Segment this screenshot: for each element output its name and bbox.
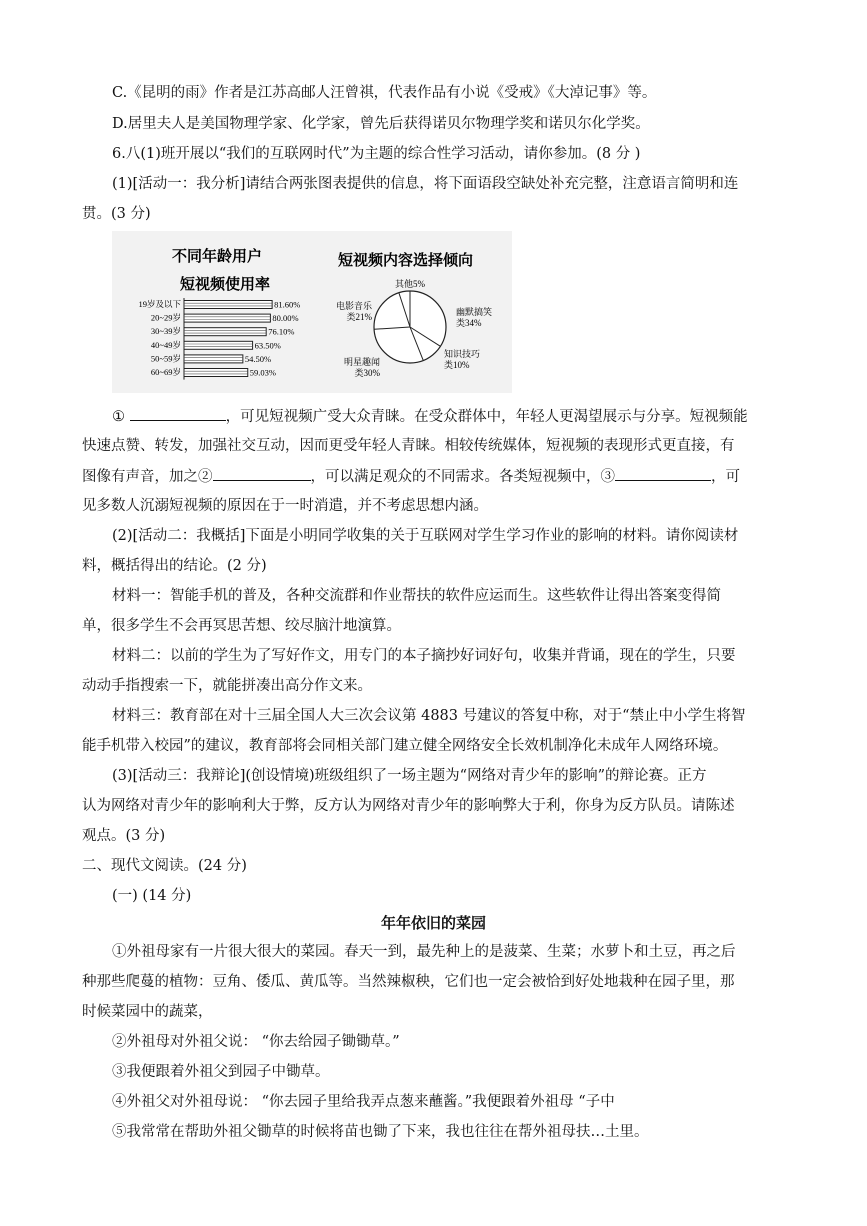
- para-1-end: ，可: [711, 469, 740, 485]
- bar: [184, 328, 266, 336]
- bar-value-label: 59.03%: [249, 367, 276, 378]
- essay-para-3: ③我便跟着外祖父到园子中锄草。: [112, 1064, 330, 1080]
- pie-slice-label: 知识技巧类10%: [444, 349, 481, 370]
- activity-3-line1: (3)[活动三：我辩论](创设情境)班级组织了一场主题为“网络对青少年的影响”的辩论赛。正方: [112, 768, 707, 784]
- blank-2-marker: 图像有声音，加之②: [82, 469, 213, 485]
- bar: [184, 355, 243, 363]
- para-1-mid: ，可以满足观众的不同需求。各类短视频中，③: [310, 469, 615, 485]
- material-3-line2: 能手机带入校园”的建议，教育部将会同相关部门建立健全网络安全长效机制净化未成年人网络环境。: [82, 738, 728, 754]
- para-1-line3: [82, 466, 807, 487]
- question-6: 6.八(1)班开展以“我们的互联网时代”为主题的综合性学习活动，请你参加。(8 分 ): [112, 146, 641, 162]
- bar-chart-title: 不同年龄用户: [172, 248, 263, 265]
- pie-slice-label: 电影音乐类21%: [335, 301, 372, 322]
- para-1-line2: 快速点赞、转发，加强社交互动，因而更受年轻人青睐。相较传统媒体，短视频的表现形式更直接，有: [82, 438, 735, 454]
- bar-chart-subtitle: 短视频使用率: [180, 276, 271, 293]
- para-1-line4: 见多数人沉溺短视频的原因在于一时消遣，并不考虑思想内涵。: [82, 498, 488, 514]
- para-1-text: ，可见短视频广受大众青睐。在受众群体中，年轻人更渴望展示与分享。短视频能: [225, 409, 748, 425]
- bar-category-label: 50~59岁: [150, 353, 181, 364]
- material-3-line1: 材料三：教育部在对十三届全国人大三次会议第 4883 号建议的答复中称，对于“禁止中小学生将智: [112, 708, 746, 724]
- activity-1-line2: 贯。(3 分): [82, 206, 151, 222]
- bar-category-label: 30~39岁: [150, 326, 181, 337]
- material-2-line1: 材料二：以前的学生为了写好作文，用专门的本子摘抄好词好句，收集并背诵，现在的学生，只要: [112, 648, 736, 664]
- pie-slice-label: 幽默搞笑类34%: [456, 307, 493, 328]
- bar-value-label: 54.50%: [244, 353, 272, 364]
- bar-series: [138, 298, 300, 380]
- pie-chart-title: 短视频内容选择倾向: [338, 252, 474, 269]
- bar: [184, 314, 270, 322]
- pie-slice-label: 明星趣闻类30%: [343, 357, 380, 378]
- essay-para-2: ②外祖母对外祖父说： “你去给园子锄锄草。”: [112, 1034, 400, 1050]
- material-2-line2: 动动手指搜索一下，就能拼凑出高分作文来。: [82, 678, 372, 694]
- essay-para-1-line3: 时候菜园中的蔬菜，: [82, 1004, 213, 1020]
- bar-category-label: 60~69岁: [150, 367, 181, 377]
- option-c: C.《昆明的雨》作者是江苏高邮人汪曾祺，代表作品有小说《受戒》《大淖记事》等。: [112, 85, 657, 101]
- blank-1[interactable]: [130, 406, 226, 421]
- essay-para-5: ⑤我常常在帮助外祖父锄草的时候将苗也锄了下来，我也往往在帮外祖母扶…土里。: [112, 1124, 649, 1140]
- essay-para-1-line1: ①外祖母家有一片很大很大的菜园。春天一到，最先种上的是菠菜、生菜；水萝卜和土豆，再之后: [112, 944, 736, 960]
- essay-title: 年年依旧的菜园: [380, 914, 486, 932]
- essay-para-4: ④外祖父对外祖母说： “你去园子里给我弄点葱来蘸酱。”我便跟着外祖母 “子中: [112, 1094, 615, 1110]
- option-d: D.居里夫人是美国物理学家、化学家，曾先后获得诺贝尔物理学奖和诺贝尔化学奖。: [112, 116, 650, 132]
- bar-value-label: 81.60%: [274, 299, 301, 310]
- chart-figure: [112, 231, 512, 393]
- bar-category-label: 20~29岁: [150, 312, 181, 323]
- bar-value-label: 76.10%: [268, 326, 295, 337]
- essay-para-1-line2: 种那些爬蔓的植物：豆角、倭瓜、黄瓜等。当然辣椒秧，它们也一定会被恰到好处地栽种在园子里，那: [82, 974, 735, 990]
- pie-series: [336, 278, 492, 378]
- bar-category-label: 40~49岁: [150, 339, 181, 350]
- section-2-heading: 二、现代文阅读。(24 分): [82, 858, 247, 874]
- activity-3-line2: 认为网络对青少年的影响利大于弊，反方认为网络对青少年的影响弊大于利，你身为反方队员。请陈述: [82, 798, 735, 814]
- chart-svg: [112, 231, 512, 393]
- bar: [184, 301, 272, 309]
- blank-1-marker: ①: [112, 409, 125, 425]
- bar-value-label: 80.00%: [272, 313, 299, 324]
- blank-3[interactable]: [615, 466, 711, 481]
- pie-slice-label: 其他5%: [395, 279, 425, 289]
- blank-2[interactable]: [213, 466, 311, 481]
- bar-value-label: 63.50%: [254, 340, 281, 351]
- bar: [184, 341, 253, 349]
- activity-2-line1: (2)[活动二：我概括]下面是小明同学收集的关于互联网对学生学习作业的影响的材料。请你阅读材: [112, 528, 739, 544]
- bar-category-label: 19岁及以下: [138, 299, 181, 309]
- subsection-1-heading: (一) (14 分): [112, 888, 192, 904]
- material-1-line2: 单，很多学生不会再冥思苦想、绞尽脑汁地演算。: [82, 618, 401, 634]
- activity-3-line3: 观点。(3 分): [82, 828, 166, 844]
- material-1-line1: 材料一：智能手机的普及，各种交流群和作业帮扶的软件应运而生。这些软件让得出答案变得简: [112, 588, 721, 604]
- activity-1-line1: (1)[活动一：我分析]请结合两张图表提供的信息，将下面语段空缺处补充完整，注意语言简明和连: [112, 176, 739, 192]
- activity-2-line2: 料，概括得出的结论。(2 分): [82, 558, 267, 574]
- bar: [184, 369, 248, 377]
- para-1-line1: [112, 406, 807, 427]
